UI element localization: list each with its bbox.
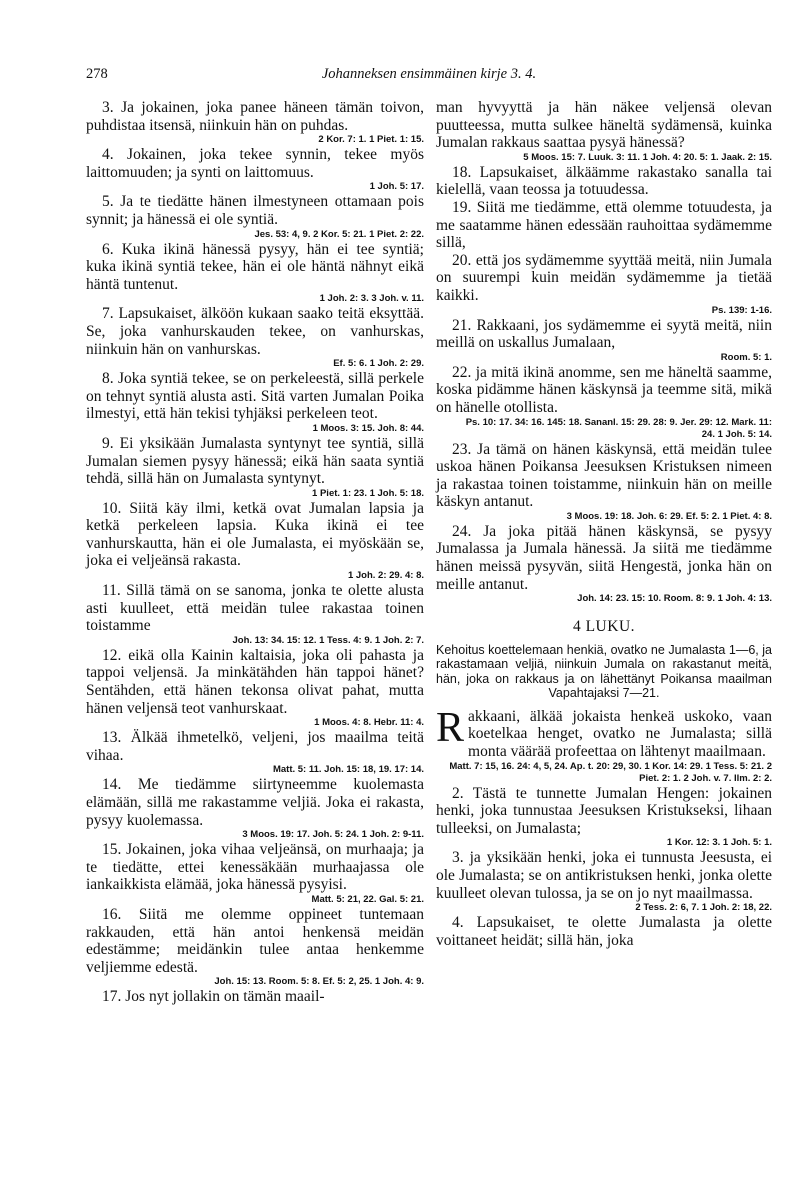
cross-reference: 1 Piet. 1: 23. 1 Joh. 5: 18.	[312, 487, 424, 499]
cross-reference: Joh. 14: 23. 15: 10. Room. 8: 9. 1 Joh. 4: 13.	[577, 593, 772, 605]
verse-text: 17. Jos nyt jollakin on tämän maail-	[102, 988, 325, 1006]
cross-reference: Room. 5: 1.	[720, 351, 772, 363]
verse-text: 18. Lapsukaiset, älkäämme rakastako sanalla tai kielellä, vaan teossa ja totuudessa.	[436, 163, 772, 199]
verse-text: 19. Siitä me tiedämme, että olemme totuudesta, ja me saatamme hänen edessään rauhoittaa sydämemme sillä,	[436, 198, 772, 252]
drop-cap: R	[436, 704, 465, 751]
cross-reference: 1 Kor. 12: 3. 1 Joh. 5: 1.	[666, 837, 772, 849]
page-header	[86, 66, 772, 88]
cross-reference: Matt. 7: 15, 16. 24: 4, 5, 24. Ap. t. 20: 29, 30. 1 Kor. 14: 29. 1 Tess. 5: 21. 2 Piet. 2: 1. 2 Joh. v. 7. Ilm. 2: 2.	[449, 760, 772, 784]
verse-text: 22. ja mitä ikinä anomme, sen me häneltä saamme, koska pidämme hänen käskynsä ja teemme sitä, mikä on hänelle otollista.	[436, 363, 772, 416]
verse-text: 9. Ei yksikään Jumalasta syntynyt tee syntiä, sillä Jumalan siemen pysyy hänessä; eikä hän saata syntiä tehdä, sillä hän on Jumalasta syntynyt.	[86, 434, 424, 488]
verse-text: man hyvyyttä ja hän näkee veljensä olevan puutteessa, mutta sulkee häneltä sydämensä, kuinka Jumalan rakkaus saattaa pysyä hänessä?	[436, 99, 772, 152]
verse	[436, 252, 772, 317]
cross-reference: 1 Joh. 2: 3. 3 Joh. v. 11.	[319, 293, 424, 305]
verse	[86, 241, 424, 306]
verse	[86, 647, 424, 729]
verse	[86, 500, 424, 582]
verse	[86, 906, 424, 988]
verse-text: akkaani, älkää jokaista henkeä uskoko, vaan koetelkaa henget, ovatko ne Jumalasta; sillä monta väärää profeettaa on lähtenyt maailmaan.	[468, 707, 772, 761]
verse	[86, 776, 424, 841]
right-column-verses	[436, 99, 772, 605]
verse-text: 13. Älkää ihmetelkö, veljeni, jos maailma teitä vihaa.	[86, 729, 424, 764]
cross-reference: 3 Moos. 19: 17. Joh. 5: 24. 1 Joh. 2: 9-11.	[242, 829, 424, 841]
verse-text: 11. Sillä tämä on se sanoma, jonka te olette alusta asti kuulleet, että meidän tulee rakastaa toinen toistamme	[86, 582, 424, 635]
cross-reference: 2 Tess. 2: 6, 7. 1 Joh. 2: 18, 22.	[635, 902, 772, 914]
verse	[436, 849, 772, 914]
cross-reference: Matt. 5: 21, 22. Gal. 5: 21.	[311, 893, 424, 905]
verse	[436, 99, 772, 164]
verse-text: 2. Tästä te tunnette Jumalan Hengen: jokainen henki, joka tunnustaa Jeesuksen Kristukseksi, lihaan tulleeksi, on Jumalasta;	[436, 784, 772, 837]
verse	[436, 164, 772, 199]
verse-text: 20. että jos sydämemme syyttää meitä, niin Jumala on suurempi kuin meidän sydämemme ja tietää kaikki.	[436, 251, 772, 304]
verse	[436, 704, 772, 785]
chapter-summary: Kehoitus koettelemaan henkiä, ovatko ne Jumalasta 1—6, ja rakastamaan veljiä, niinkuin Jumala on rakastanut meitä, hän, joka on rakkaus ja on lähettänyt Poikansa maailman Vapahtajaksi 7—21.	[436, 642, 772, 701]
verse-text: 24. Ja joka pitää hänen käskynsä, se pysyy Jumalassa ja Jumala hänessä. Ja siitä me tiedämme hänen meissä pysyvän, siitä Hengestä, jonka hän on meille antanut.	[436, 522, 772, 593]
verse-text: 3. Ja jokainen, joka panee häneen tämän toivon, puhdistaa itsensä, niinkuin hän on puhdas.	[86, 99, 424, 134]
right-column	[436, 99, 772, 949]
verse-text: 7. Lapsukaiset, älköön kukaan saako teitä eksyttää. Se, joka vanhurskauden tekee, on vanhurskas, niinkuin hän on vanhurskas.	[86, 305, 424, 358]
cross-reference: Joh. 15: 13. Room. 5: 8. Ef. 5: 2, 25. 1 Joh. 4: 9.	[214, 976, 424, 988]
chapter-heading: 4 LUKU.	[572, 618, 636, 636]
verse	[436, 785, 772, 850]
running-title: Johanneksen ensimmäinen kirje 3. 4.	[321, 66, 537, 82]
cross-reference: 1 Moos. 3: 15. Joh. 8: 44.	[312, 422, 424, 434]
verse-text: 3. ja yksikään henki, joka ei tunnusta Jeesusta, ei ole Jumalasta; se on antikristuksen henki, jonka olette kuulleet olevan tulossa, ja se on jo nyt maailmassa.	[436, 849, 772, 902]
verse	[436, 914, 772, 949]
cross-reference: 1 Joh. 5: 17.	[369, 181, 424, 193]
verse	[86, 582, 424, 647]
verse	[436, 523, 772, 605]
verse	[86, 988, 424, 1006]
cross-reference: 2 Kor. 7: 1. 1 Piet. 1: 15.	[318, 134, 424, 146]
cross-reference: 3 Moos. 19: 18. Joh. 6: 29. Ef. 5: 2. 1 Piet. 4: 8.	[566, 510, 772, 522]
verse-text: 6. Kuka ikinä hänessä pysyy, hän ei tee syntiä; kuka ikinä syntiä tekee, hän ei ole häntä nähnyt eikä häntä tuntenut.	[86, 240, 424, 293]
verse-text: 15. Jokainen, joka vihaa veljeänsä, on murhaaja; ja te tiedätte, ettei kenessäkään murhaajassa ole iankaikkista elämää, joka hänessä pysyisi.	[86, 841, 424, 894]
verse	[86, 841, 424, 906]
verse	[86, 99, 424, 146]
verse-text: 8. Joka syntiä tekee, se on perkeleestä, sillä perkele on tehnyt syntiä alusta asti. Sitä varten Jumalan Poika ilmestyi, että hän tekisi tyhjäksi perkeleen teot.	[86, 370, 424, 423]
verse	[436, 317, 772, 364]
verse	[86, 370, 424, 435]
verse	[86, 729, 424, 776]
verse	[436, 364, 772, 441]
cross-reference: 5 Moos. 15: 7. Luuk. 3: 11. 1 Joh. 4: 20. 5: 1. Jaak. 2: 15.	[523, 151, 772, 163]
cross-reference: 1 Joh. 2: 29. 4: 8.	[347, 570, 424, 582]
verse	[86, 435, 424, 500]
cross-reference: Ef. 5: 6. 1 Joh. 2: 29.	[333, 358, 424, 370]
verse	[436, 441, 772, 523]
verse-text: 4. Jokainen, joka tekee synnin, tekee myös laittomuuden; ja synti on laittomuus.	[86, 146, 424, 181]
verse	[436, 199, 772, 252]
cross-reference: Jes. 53: 4, 9. 2 Kor. 5: 21. 1 Piet. 2: 22.	[254, 228, 424, 240]
verse-text: 4. Lapsukaiset, te olette Jumalasta ja olette voittaneet heidät; sillä hän, joka	[436, 914, 772, 949]
left-column	[86, 99, 424, 1006]
page-number: 278	[86, 66, 108, 82]
chapter-verses	[436, 704, 772, 950]
verse-text: 23. Ja tämä on hänen käskynsä, että meidän tulee uskoa hänen Poikansa Jeesuksen Kristuksen nimeen ja rakastaa toinen toistamme, niinkuin hän on meille käskyn antanut.	[436, 440, 772, 511]
verse-text: 5. Ja te tiedätte hänen ilmestyneen ottamaan pois synnit; ja hänessä ei ole syntiä.	[86, 193, 424, 228]
verse-text: 21. Rakkaani, jos sydämemme ei syytä meitä, niin meillä on uskallus Jumalaan,	[436, 316, 772, 352]
verse-text: 14. Me tiedämme siirtyneemme kuolemasta elämään, sillä me rakastamme veljiä. Joka ei rakasta, pysyy kuolemassa.	[86, 776, 424, 829]
verse	[86, 146, 424, 193]
verse-text: 12. eikä olla Kainin kaltaisia, joka oli pahasta ja tappoi veljensä. Ja minkätähden hän tappoi hänet? Sentähden, että hänen tekonsa olivat pahat, mutta hänen veljensä teot vanhurskaat.	[86, 646, 424, 717]
cross-reference: Matt. 5: 11. Joh. 15: 18, 19. 17: 14.	[272, 764, 424, 776]
verse-text: 10. Siitä käy ilmi, ketkä ovat Jumalan lapsia ja ketkä perkeleen lapsia. Kuka ikinä ei tee vanhurskautta, hän ei ole Jumalasta, ei myöskään se, joka ei veljeänsä rakasta.	[86, 499, 424, 570]
cross-reference: 1 Moos. 4: 8. Hebr. 11: 4.	[314, 717, 424, 729]
cross-reference: Ps. 139: 1-16.	[711, 304, 772, 316]
verse	[86, 193, 424, 240]
verse	[86, 305, 424, 370]
verse-text: 16. Siitä me olemme oppineet tuntemaan rakkauden, että hän antoi henkensä meidän edestämme; meidänkin tulee antaa henkemme veljiemme edestä.	[86, 905, 424, 976]
cross-reference: Ps. 10: 17. 34: 16. 145: 18. Sananl. 15: 29. 28: 9. Jer. 29: 12. Mark. 11: 24. 1 Joh. 5: 14.	[465, 416, 772, 440]
cross-reference: Joh. 13: 34. 15: 12. 1 Tess. 4: 9. 1 Joh. 2: 7.	[232, 634, 424, 646]
